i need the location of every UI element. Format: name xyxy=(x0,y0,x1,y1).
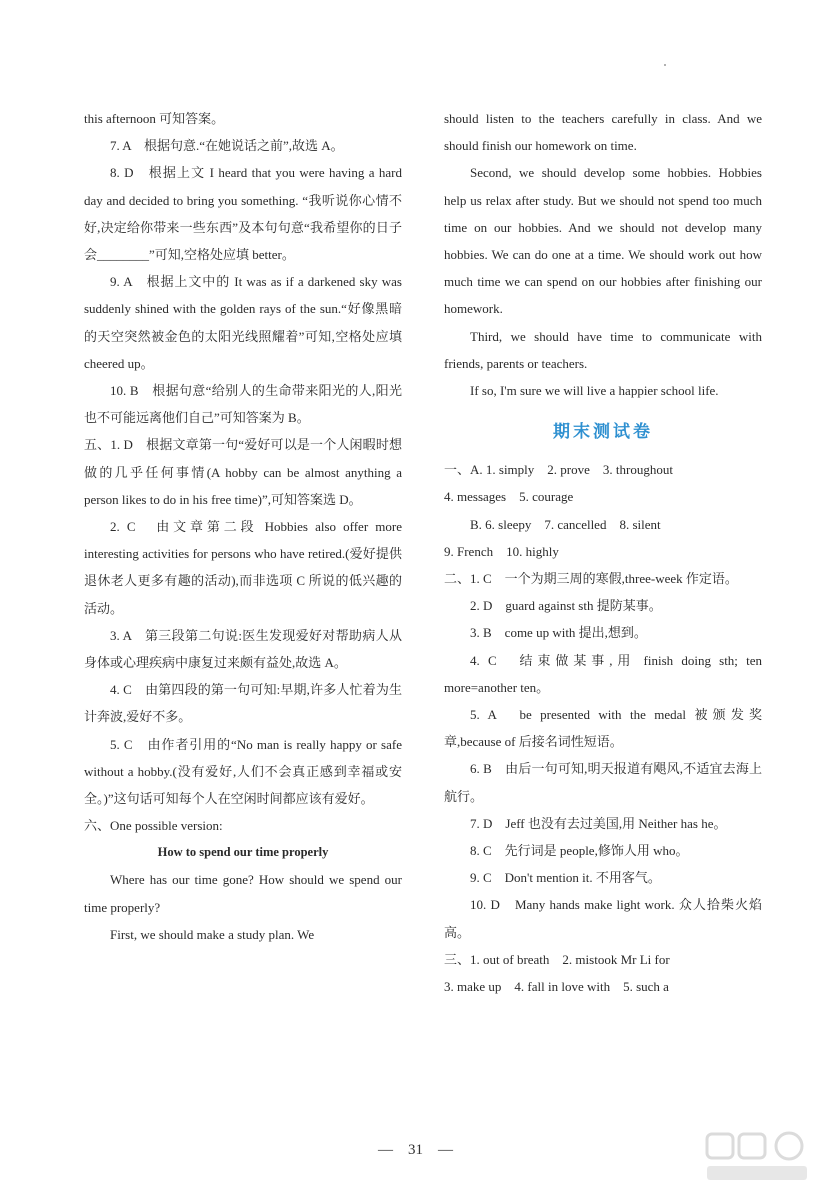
answer-line: 三、1. out of breath 2. mistook Mr Li for xyxy=(444,951,670,967)
answer-line: 一、A. 1. simply 2. prove 3. throughout xyxy=(444,462,673,478)
left-answer-paragraphs xyxy=(84,105,402,839)
answer-paragraph: 3. A 第三段第二句说:医生发现爱好对帮助病人从身体或心理疾病中康复过来颇有益处,故选 A。 xyxy=(84,627,402,671)
answer-paragraph: 9. A 根据上文中的 It was as if a darkened sky was suddenly shined with the golden rays of the sun.“好像黑暗的天空突然被金色的太阳光线照耀着”可知,空格处应填 cheered up。 xyxy=(84,274,402,371)
answer-paragraph: 10. B 根据句意“给别人的生命带来阳光的人,阳光也不可能远离他们自己”可知答案为 B。 xyxy=(84,383,402,426)
essay-paragraph: First, we should make a study plan. We xyxy=(110,926,315,942)
answer-line: 9. French 10. highly xyxy=(444,543,559,559)
answer-item: 10. D Many hands make light work. 众人拾柴火焰高。 xyxy=(444,897,762,940)
answer-paragraph: 4. C 由第四段的第一句可知:早期,许多人忙着为生计奔波,爱好不多。 xyxy=(84,682,402,725)
section-title: 期末测试卷 xyxy=(553,422,653,443)
answer-line: 4. messages 5. courage xyxy=(444,489,574,505)
answer-paragraph: 8. D 根据上文 I heard that you were having a hard day and decided to bring you something. “我听说你心情不好,决定给你带来一些东西”及本句句意“我希望你的日子会________”可知,空格处应填 better。 xyxy=(84,165,402,263)
watermark-logo xyxy=(703,1128,813,1186)
speck xyxy=(664,64,666,66)
right-column xyxy=(444,105,762,1000)
essay-paragraph: Where has our time gone? How should we spend our time properly? xyxy=(84,872,402,915)
answer-lines xyxy=(444,456,762,565)
answer-item: 9. C Don't mention it. 不用客气。 xyxy=(470,870,661,886)
answer-paragraph: 六、One possible version: xyxy=(84,818,223,834)
left-column xyxy=(84,105,402,948)
answer-paragraph: 7. A 根据句意.“在她说话之前”,故选 A。 xyxy=(110,138,344,154)
tail-lines xyxy=(444,946,762,1000)
essay-paragraphs xyxy=(84,866,402,948)
page-number: — 31 — xyxy=(377,1142,453,1158)
answer-line: B. 6. sleepy 7. cancelled 8. silent xyxy=(444,516,661,532)
answer-item: 2. D guard against sth 提防某事。 xyxy=(470,598,662,614)
answer-item: 5. A be presented with the medal 被颁发奖章,because of 后接名词性短语。 xyxy=(444,707,762,750)
essay-paragraph: Second, we should develop some hobbies. Hobbies help us relax after study. But we should not spend too much time on our hobbies. And we should not develop many hobbies. We can do one at a time. We should work out how much time we can spend on our hobbies after finishing our homework. xyxy=(444,165,762,317)
essay-continuation xyxy=(444,105,762,404)
answer-item: 6. B 由后一句可知,明天报道有飓风,不适宜去海上航行。 xyxy=(444,761,762,804)
essay-paragraph: Third, we should have time to communicate with friends, parents or teachers. xyxy=(444,328,762,371)
answer-paragraph: 2. C 由文章第二段 Hobbies also offer more interesting activities for persons who have retired.(爱好提供退休老人更多有趣的活动),而非选项 C 所说的低兴趣的活动。 xyxy=(84,519,402,616)
answer-paragraph: 5. C 由作者引用的“No man is really happy or safe without a hobby.(没有爱好,人们不会真正感到幸福或安全。)”这句话可知每个人在空闲时间都应该有爱好。 xyxy=(84,736,402,807)
answer-item: 3. B come up with 提出,想到。 xyxy=(470,625,647,641)
essay-title: How to spend our time properly xyxy=(157,845,329,860)
answer-items xyxy=(444,565,762,946)
answer-line: 3. make up 4. fall in love with 5. such a xyxy=(444,979,669,995)
answer-item: 7. D Jeff 也没有去过美国,用 Neither has he。 xyxy=(470,815,727,831)
essay-paragraph: should listen to the teachers carefully in class. And we should finish our homework on time. xyxy=(444,111,762,154)
answer-paragraph: 五、1. D 根据文章第一句“爱好可以是一个人闲暇时想做的几乎任何事情(A hobby can be almost anything a person likes to do in his free time)”,可知答案选 D。 xyxy=(84,437,402,507)
essay-paragraph: If so, I'm sure we will live a happier school life. xyxy=(470,383,719,399)
answer-item: 8. C 先行词是 people,修饰人用 who。 xyxy=(470,843,689,859)
answer-paragraph: this afternoon 可知答案。 xyxy=(84,111,225,126)
answer-item: 二、1. C 一个为期三周的寒假,three-week 作定语。 xyxy=(444,571,738,587)
answer-item: 4. C 结束做某事,用 finish doing sth; ten more=another ten。 xyxy=(444,652,762,695)
